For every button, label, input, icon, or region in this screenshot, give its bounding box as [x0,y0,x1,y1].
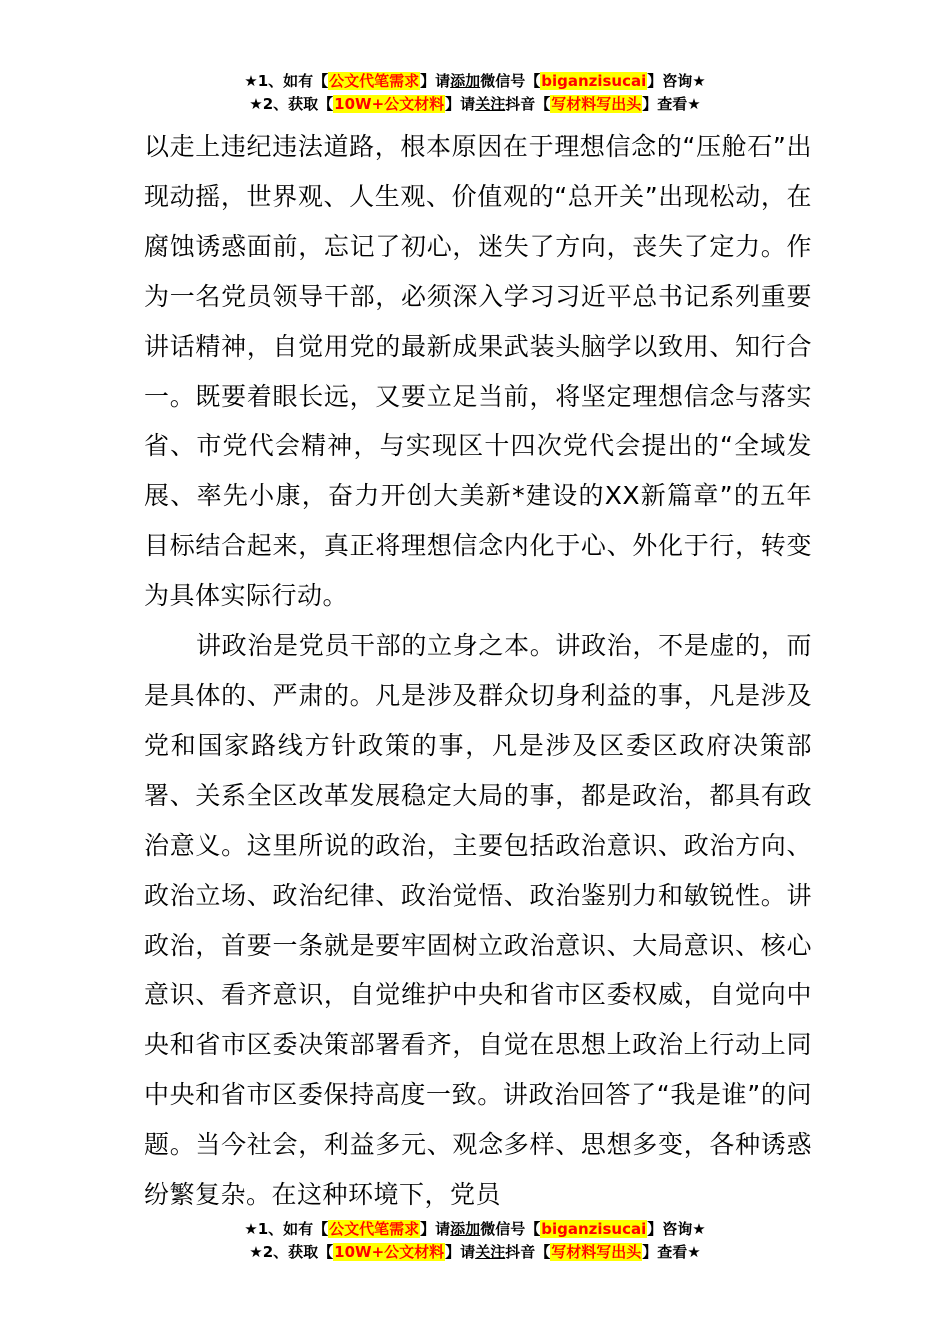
banner-text: 】请 [420,1220,451,1238]
banner-text: 1、如有【 [257,1220,329,1238]
banner-text: 】咨询 [647,1220,693,1238]
document-body [144,122,812,1220]
banner-text: 】请 [420,72,451,90]
banner-text: 2、获取【 [262,1243,334,1261]
banner-text: 】查看 [642,95,688,113]
highlight-materials: 10W+公文材料 [334,1243,445,1261]
banner-line-1 [0,70,950,93]
banner-text: 】咨询 [647,72,693,90]
banner-text: 】查看 [642,1243,688,1261]
header-banner [0,70,950,116]
banner-text: 】请 [445,95,476,113]
banner-line-2 [0,1241,950,1264]
star-icon: ★ [687,95,701,113]
banner-text: 抖音【 [505,1243,551,1261]
highlight-service: 公文代笔需求 [329,1220,420,1238]
banner-line-2 [0,93,950,116]
star-icon: ★ [687,1243,701,1261]
banner-text: 微信号【 [480,72,541,90]
underlined-text: 关注 [475,95,506,113]
paragraph: 以走上违纪违法道路，根本原因在于理想信念的“压舱石”出现动摇，世界观、人生观、价值观的“总开关”出现松动，在腐蚀诱惑面前，忘记了初心，迷失了方向，丧失了定力。作为一名党员领导干部，必须深入学习习近平总书记系列重要讲话精神，自觉用党的最新成果武装头脑学以致用、知行合一。既要着眼长远，又要立足当前，将坚定理想信念与落实省、市党代会精神，与实现区十四次党代会提出的“全域发展、率先小康，奋力开创大美新*建设的XX新篇章”的五年目标结合起来，真正将理想信念内化于心、外化于行，转变为具体实际行动。 [144,132,812,611]
highlight-douyin-account: 写材料写出头 [551,1243,642,1261]
star-icon: ★ [249,1243,263,1261]
banner-text: 1、如有【 [257,72,329,90]
star-icon: ★ [249,95,263,113]
banner-line-1 [0,1218,950,1241]
highlight-wechat-id: biganzisucai [541,1220,647,1238]
footer-banner [0,1218,950,1264]
star-icon: ★ [692,72,706,90]
highlight-materials: 10W+公文材料 [334,95,445,113]
banner-text: 微信号【 [480,1220,541,1238]
underlined-text: 添加 [450,1220,481,1238]
highlight-wechat-id: biganzisucai [541,72,647,90]
underlined-text: 关注 [475,1243,506,1261]
star-icon: ★ [692,1220,706,1238]
underlined-text: 添加 [450,72,481,90]
star-icon: ★ [244,1220,258,1238]
star-icon: ★ [244,72,258,90]
highlight-douyin-account: 写材料写出头 [551,95,642,113]
banner-text: 2、获取【 [262,95,334,113]
banner-text: 抖音【 [505,95,551,113]
paragraph: 讲政治是党员干部的立身之本。讲政治，不是虚的，而是具体的、严肃的。凡是涉及群众切身利益的事，凡是涉及党和国家路线方针政策的事，凡是涉及区委区政府决策部署、关系全区改革发展稳定大局的事，都是政治，都具有政治意义。这里所说的政治，主要包括政治意识、政治方向、政治立场、政治纪律、政治觉悟、政治鉴别力和敏锐性。讲政治，首要一条就是要牢固树立政治意识、大局意识、核心意识、看齐意识，自觉维护中央和省市区委权威，自觉向中央和省市区委决策部署看齐，自觉在思想上政治上行动上同中央和省市区委保持高度一致。讲政治回答了“我是谁”的问题。当今社会，利益多元、观念多样、思想多变，各种诱惑纷繁复杂。在这种环境下，党员 [144,631,812,1210]
banner-text: 】请 [445,1243,476,1261]
highlight-service: 公文代笔需求 [329,72,420,90]
